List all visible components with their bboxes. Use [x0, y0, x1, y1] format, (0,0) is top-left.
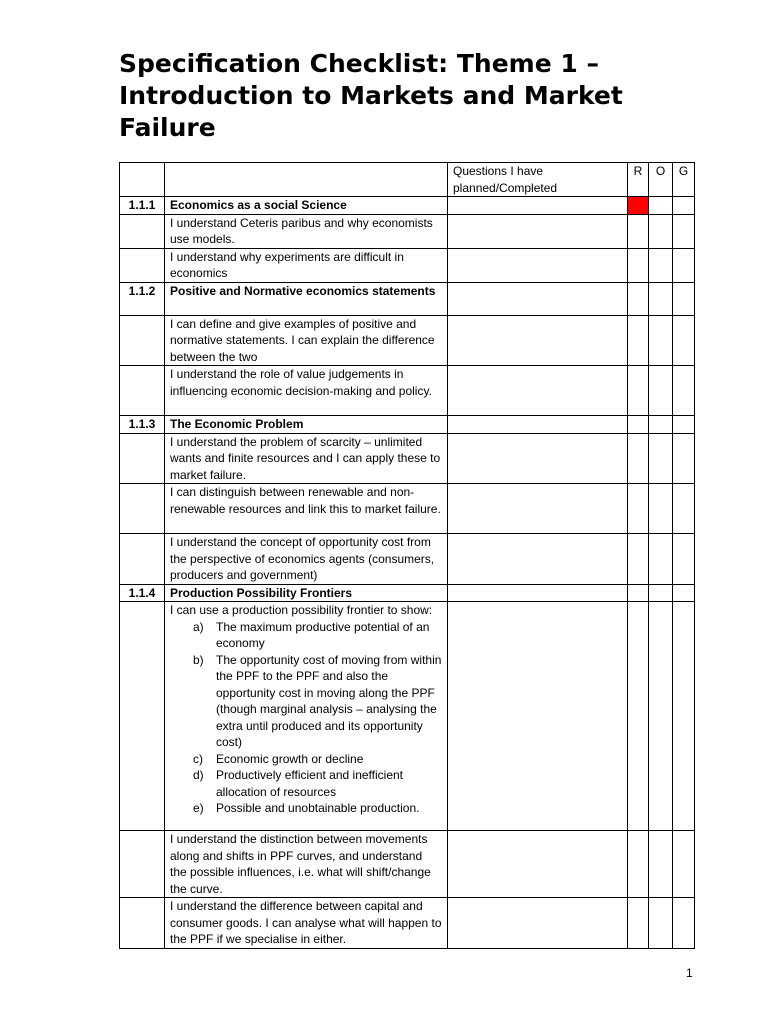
checklist-row	[120, 248, 695, 282]
rag-o-cell[interactable]	[649, 214, 673, 248]
rag-o-cell[interactable]	[649, 898, 673, 949]
rag-g-cell[interactable]	[673, 898, 695, 949]
rag-r-cell[interactable]	[628, 315, 649, 366]
rag-g-cell[interactable]	[673, 602, 695, 831]
header-r: R	[628, 163, 649, 197]
list-item-text: Productively efficient and inefficient allocation of resources	[216, 768, 404, 799]
rag-g-cell[interactable]	[673, 282, 695, 315]
checklist-row	[120, 534, 695, 585]
questions-cell[interactable]	[448, 315, 628, 366]
header-g: G	[673, 163, 695, 197]
spec-checklist-table	[119, 162, 695, 949]
num-cell	[120, 484, 165, 534]
num-cell	[120, 433, 165, 484]
section-title: Positive and Normative economics statements	[165, 282, 448, 315]
rag-g-cell[interactable]	[673, 214, 695, 248]
num-cell	[120, 831, 165, 898]
questions-cell[interactable]	[448, 282, 628, 315]
rag-g-cell[interactable]	[673, 484, 695, 534]
ppf-list	[170, 619, 442, 817]
list-item-text: Possible and unobtainable production.	[216, 801, 420, 815]
rag-o-cell[interactable]	[649, 584, 673, 602]
section-row	[120, 282, 695, 315]
statement-cell: I can distinguish between renewable and non-renewable resources and link this to market failure.	[165, 484, 448, 534]
questions-cell[interactable]	[448, 898, 628, 949]
header-o: O	[649, 163, 673, 197]
checklist-row	[120, 366, 695, 416]
section-number: 1.1.3	[120, 416, 165, 434]
rag-g-cell[interactable]	[673, 197, 695, 215]
checklist-row	[120, 433, 695, 484]
list-item	[193, 767, 442, 800]
rag-r-cell[interactable]	[628, 248, 649, 282]
section-title: Economics as a social Science	[165, 197, 448, 215]
rag-o-cell[interactable]	[649, 484, 673, 534]
rag-o-cell[interactable]	[649, 315, 673, 366]
list-marker: b)	[193, 652, 204, 667]
list-marker: d)	[193, 768, 204, 782]
rag-r-cell[interactable]	[628, 831, 649, 898]
questions-cell[interactable]	[448, 831, 628, 898]
num-cell	[120, 898, 165, 949]
rag-r-cell-marked[interactable]	[628, 197, 649, 215]
rag-g-cell[interactable]	[673, 248, 695, 282]
section-number: 1.1.2	[120, 282, 165, 315]
list-marker: a)	[193, 619, 204, 634]
num-cell	[120, 534, 165, 585]
rag-r-cell[interactable]	[628, 214, 649, 248]
checklist-row	[120, 898, 695, 949]
section-row	[120, 584, 695, 602]
rag-g-cell[interactable]	[673, 831, 695, 898]
section-title: Production Possibility Frontiers	[165, 584, 448, 602]
rag-o-cell[interactable]	[649, 534, 673, 585]
statement-cell	[165, 602, 448, 831]
questions-cell[interactable]	[448, 433, 628, 484]
statement-cell: I understand the problem of scarcity – unlimited wants and finite resources and I can apply these to market failure.	[165, 433, 448, 484]
rag-o-cell[interactable]	[649, 366, 673, 416]
rag-r-cell[interactable]	[628, 534, 649, 585]
rag-g-cell[interactable]	[673, 534, 695, 585]
checklist-row	[120, 831, 695, 898]
section-row	[120, 197, 695, 215]
questions-cell[interactable]	[448, 416, 628, 434]
list-item	[193, 652, 442, 751]
section-number: 1.1.1	[120, 197, 165, 215]
num-cell	[120, 366, 165, 416]
rag-r-cell[interactable]	[628, 282, 649, 315]
rag-r-cell[interactable]	[628, 366, 649, 416]
checklist-row	[120, 315, 695, 366]
statement-cell: I can define and give examples of positive and normative statements. I can explain the difference between the two	[165, 315, 448, 366]
rag-o-cell[interactable]	[649, 197, 673, 215]
page-number: 1	[686, 966, 693, 980]
rag-r-cell[interactable]	[628, 416, 649, 434]
list-item-text: Economic growth or decline	[216, 751, 364, 766]
list-marker: e)	[193, 801, 204, 815]
num-cell	[120, 248, 165, 282]
rag-o-cell[interactable]	[649, 416, 673, 434]
header-num-cell	[120, 163, 165, 197]
section-title: The Economic Problem	[165, 416, 448, 434]
questions-cell[interactable]	[448, 366, 628, 416]
rag-r-cell[interactable]	[628, 433, 649, 484]
statement-cell: I understand the distinction between movements along and shifts in PPF curves, and understand the possible influences, i.e. what will shift/change the curve.	[165, 831, 448, 898]
header-questions: Questions I have planned/Completed	[448, 163, 628, 197]
rag-g-cell[interactable]	[673, 366, 695, 416]
list-item-text: The opportunity cost of moving from within the PPF to the PPF and also the opportunity cost in moving along the PPF (though marginal analysis – analysing the extra until produced and its opportunity cost)	[216, 652, 442, 749]
ppf-intro: I can use a production possibility frontier to show:	[170, 603, 433, 617]
rag-r-cell[interactable]	[628, 484, 649, 534]
list-item-text: The maximum productive potential of an economy	[216, 619, 430, 650]
num-cell	[120, 602, 165, 831]
statement-cell: I understand the role of value judgements in influencing economic decision-making and policy.	[165, 366, 448, 416]
section-number: 1.1.4	[120, 584, 165, 602]
checklist-row	[120, 484, 695, 534]
section-row	[120, 416, 695, 434]
list-marker: c)	[193, 751, 203, 766]
statement-cell: I understand Ceteris paribus and why economists use models.	[165, 214, 448, 248]
rag-o-cell[interactable]	[649, 831, 673, 898]
questions-cell[interactable]	[448, 534, 628, 585]
questions-cell[interactable]	[448, 584, 628, 602]
statement-cell: I understand the concept of opportunity cost from the perspective of economics agents (consumers, producers and government)	[165, 534, 448, 585]
questions-cell[interactable]	[448, 197, 628, 215]
questions-cell[interactable]	[448, 484, 628, 534]
list-item	[193, 751, 442, 768]
num-cell	[120, 214, 165, 248]
list-item	[193, 619, 442, 652]
rag-o-cell[interactable]	[649, 248, 673, 282]
num-cell	[120, 315, 165, 366]
rag-r-cell[interactable]	[628, 602, 649, 831]
rag-g-cell[interactable]	[673, 315, 695, 366]
rag-r-cell[interactable]	[628, 584, 649, 602]
rag-g-cell[interactable]	[673, 416, 695, 434]
questions-cell[interactable]	[448, 602, 628, 831]
rag-g-cell[interactable]	[673, 584, 695, 602]
page-title: Specification Checklist: Theme 1 – Introduction to Markets and Market Failure	[119, 49, 623, 142]
checklist-row	[120, 602, 695, 831]
statement-cell: I understand why experiments are difficult in economics	[165, 248, 448, 282]
statement-cell: I understand the difference between capital and consumer goods. I can analyse what will happen to the PPF if we specialise in either.	[165, 898, 448, 949]
rag-o-cell[interactable]	[649, 433, 673, 484]
header-topic-cell	[165, 163, 448, 197]
rag-o-cell[interactable]	[649, 602, 673, 831]
rag-r-cell[interactable]	[628, 898, 649, 949]
rag-o-cell[interactable]	[649, 282, 673, 315]
header-row	[120, 163, 695, 197]
questions-cell[interactable]	[448, 248, 628, 282]
checklist-row	[120, 214, 695, 248]
rag-g-cell[interactable]	[673, 433, 695, 484]
list-item	[193, 800, 442, 817]
questions-cell[interactable]	[448, 214, 628, 248]
